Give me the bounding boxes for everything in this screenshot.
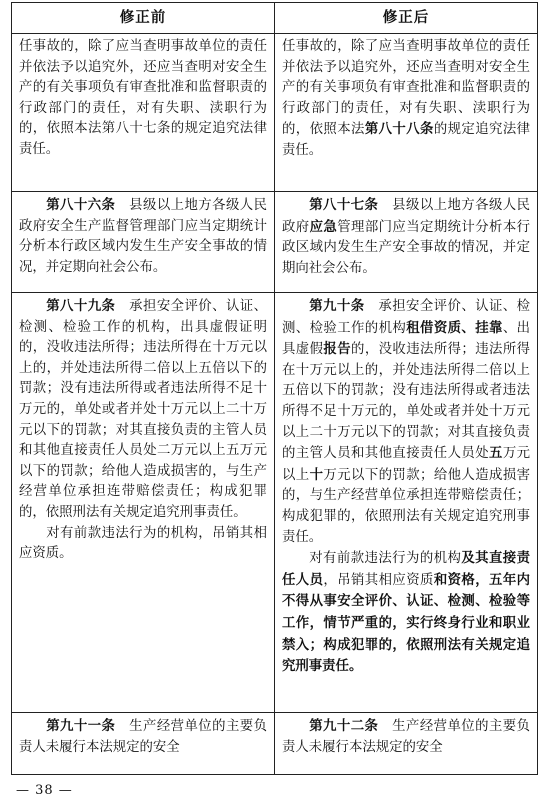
- paragraph: [19, 37, 267, 161]
- text-segment: 万元以上: [282, 446, 531, 483]
- text-segment: ，吊销其相应资质: [323, 572, 434, 588]
- text-bold: 租借资质、挂靠: [406, 319, 503, 336]
- cell-before: [12, 34, 275, 192]
- text-segment: 承担安全评价、认证、检测、检验工作的机构，出具虚假证明的，没收违法所得；违法所得在十万元以上的，并处违法所得二倍以上五倍以下的罚款；没有违法所得或者违法所得不足十万元的，单处或者并处十万元以上二十万元以下的罚款；对其直接负责的主管人员和其他直接责任人员处二万元以上五万元以下的罚款；给他人造成损害的，与生产经营单位承担连带赔偿责任；构成犯罪的，依照刑法有关规定追究刑事责任。: [19, 299, 268, 520]
- text-segment: 县级以上地方各级人民政府安全生产监督管理部门应当定期统计分析本行政区域内发生生产安全事故的情况，并定期向社会公布。: [19, 198, 268, 275]
- paragraph: [19, 195, 267, 278]
- text-bold: 和资格，五年内不得从事安全评价、认证、检测、检验等工作，情节严重的，实行终身行业和职业禁入；构成犯罪的，依照刑法有关规定追究刑事责任。: [282, 571, 531, 675]
- cell-after: [275, 34, 538, 192]
- paragraph: [282, 548, 530, 678]
- text-bold: 应急: [309, 218, 338, 235]
- cell-after: [275, 192, 538, 293]
- comparison-table: [11, 2, 538, 775]
- cell-before: [12, 713, 275, 775]
- text-segment: 县级以上地方各级人民政府: [282, 198, 531, 235]
- text-segment: 万元以下的罚款；给他人造成损害的，与生产经营单位承担连带赔偿责任；构成犯罪的，依照刑法有关规定追究刑事责任。: [282, 467, 531, 545]
- text-segment: 生产经营单位的主要负责人未履行本法规定的安全: [19, 719, 268, 755]
- text-bold: 第九十二条: [308, 718, 379, 734]
- paragraph: [19, 296, 267, 524]
- text-bold: 报告: [323, 341, 352, 358]
- column-header-after: 修正后: [275, 3, 538, 34]
- text-segment: 的规定追究法律责任。: [282, 122, 531, 158]
- cell-before: [12, 293, 275, 713]
- page-number: — 38 —: [16, 783, 73, 798]
- table-row: [12, 293, 538, 713]
- table-row: [12, 192, 538, 293]
- text-bold: 第九十一条: [45, 718, 116, 734]
- cell-after: [275, 713, 538, 775]
- table-row: [12, 34, 538, 192]
- paragraph: [282, 37, 530, 162]
- text-segment: 管理部门应当定期统计分析本行政区域内发生生产安全事故的情况，并定期向社会公布。: [282, 219, 531, 276]
- text-bold: 五: [489, 445, 503, 462]
- text-bold: 十: [309, 466, 324, 483]
- paragraph: [19, 716, 267, 758]
- text-segment: 任事故的，除了应当查明事故单位的责任并依法予以追究外，还应当查明对安全生产的有关事项负有审查批准和监督职责的行政部门的责任，对有失职、渎职行为的，依照本法第八十七条的规定追究法律责任。: [19, 39, 267, 157]
- table-body: [12, 34, 538, 775]
- paragraph: [282, 296, 530, 548]
- text-segment: 、出具虚假: [282, 320, 531, 358]
- text-bold: 第八十八条: [364, 121, 434, 138]
- text-segment: 生产经营单位的主要负责人未履行本法规定的安全: [282, 719, 531, 755]
- text-segment: 承担安全评价、认证、检测、检验工作的机构: [282, 299, 531, 336]
- text-bold: 第八十七条: [308, 197, 379, 213]
- cell-before: [12, 192, 275, 293]
- paragraph: [19, 524, 267, 565]
- cell-after: [275, 293, 538, 713]
- column-header-before: 修正前: [12, 3, 275, 34]
- paragraph: [282, 716, 530, 758]
- text-segment: 任事故的，除了应当查明事故单位的责任并依法予以追究外，还应当查明对安全生产的有关事项负有审查批准和监督职责的行政部门的责任，对有失职、渎职行为的，依照本法: [282, 39, 530, 138]
- text-segment: 对有前款违法行为的机构: [308, 551, 462, 567]
- table-header-row: [12, 3, 538, 34]
- text-bold: 及其直接责任人员: [282, 550, 531, 588]
- table-row: [12, 713, 538, 775]
- text-segment: 对有前款违法行为的机构，吊销其相应资质。: [19, 525, 267, 562]
- text-bold: 第八十九条: [45, 298, 116, 314]
- text-bold: 第八十六条: [45, 197, 116, 213]
- text-segment: 的，没收违法所得；违法所得在十万元以上的，并处违法所得二倍以上五倍以下的罚款；没有违法所得或者违法所得不足十万元的，单处或者并处十万元以上二十万元以下的罚款；对其直接负责的主管人员和其他直接责任人员处: [282, 342, 531, 462]
- text-bold: 第九十条: [308, 298, 365, 314]
- paragraph: [282, 195, 530, 279]
